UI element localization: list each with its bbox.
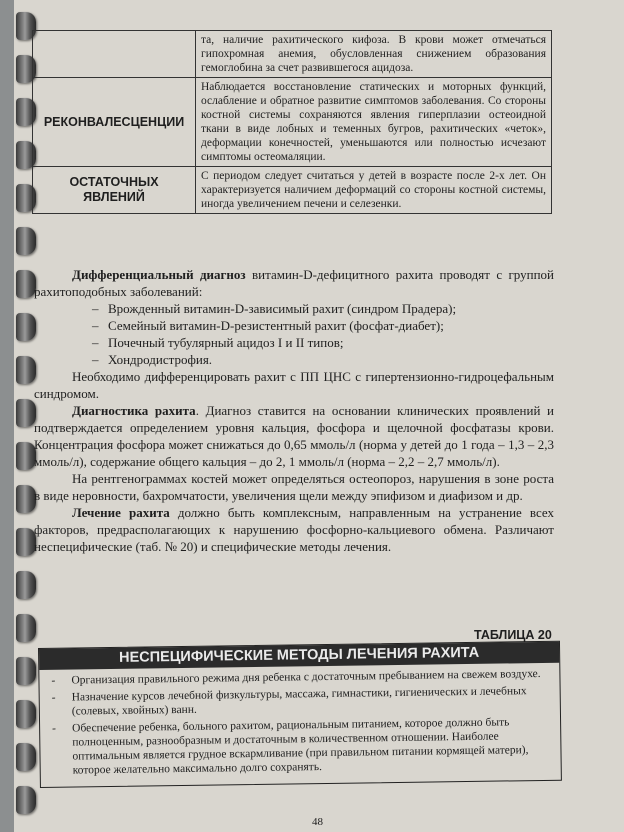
treatment-term: Лечение рахита [72, 505, 170, 520]
main-text [34, 266, 554, 555]
treatment-text: должно быть комплексным, направленным на устранение всех факторов, предрасполагающих к нарушению фосфорно-кальциевого обмена. Различают неспецифические (таб. № 20) и специфические методы лечения. [34, 505, 554, 554]
binding-ring [16, 270, 36, 298]
book-page [14, 0, 624, 832]
binding-ring [16, 700, 36, 728]
binding-ring [16, 657, 36, 685]
binding-ring [16, 571, 36, 599]
page-number: 48 [312, 816, 323, 828]
list-item-text: Семейный витамин-D-резистентный рахит (фосфат-диабет); [108, 318, 444, 333]
diagnostics-term: Диагностика рахита [72, 403, 196, 418]
list-item [34, 317, 554, 334]
row-header: ОСТАТОЧНЫХ ЯВЛЕНИЙ [33, 167, 196, 214]
diff-diagnosis-term: Дифференциальный диагноз [72, 267, 246, 282]
treatment-paragraph [34, 504, 554, 555]
table-20-title: НЕСПЕЦИФИЧЕСКИЕ МЕТОДЫ ЛЕЧЕНИЯ РАХИТА [39, 642, 559, 670]
binding-ring [16, 227, 36, 255]
dash-glyph: – [92, 318, 99, 333]
binding-ring [16, 743, 36, 771]
row-description: Наблюдается восстановление статических и моторных функций, ослабление и обратное развитие симптомов заболевания. Со стороны костной системы сохраняются явления гиперплазии остеоидной ткани в виде лобных и теменных бугров, рахитических «четок», деформации конечностей, уменьшаются или полностью исчезают симптомы остеомаляции. [196, 78, 552, 167]
table-row [33, 31, 552, 78]
list-item [48, 684, 552, 719]
diff-diagnosis-text: витамин-D-дефицитного рахита проводят с группой рахитоподобных заболеваний: [34, 267, 555, 299]
row-header [33, 31, 196, 78]
row-header: РЕКОНВАЛЕСЦЕНЦИИ [33, 78, 196, 167]
list-item-text: Врожденный витамин-D-зависимый рахит (синдром Прадера); [108, 301, 457, 316]
list-item [34, 334, 554, 351]
list-item-text: Назначение курсов лечебной физкультуры, массажа, гимнастики, гигиенических и лечебных (солевых, хвойных) ванн. [71, 685, 527, 718]
list-item-text: Организация правильного режима дня ребенка с достаточным пребыванием на свежем воздухе. [71, 667, 541, 687]
dash-glyph: – [92, 301, 99, 316]
binding-ring [16, 485, 36, 513]
dash-glyph: – [92, 352, 99, 367]
table-row [33, 167, 552, 214]
binding-ring [16, 313, 36, 341]
table-20-list [39, 663, 561, 787]
list-item-text: Почечный тубулярный ацидоз I и II типов; [108, 335, 344, 350]
list-item [48, 715, 553, 778]
binding-ring [16, 786, 36, 814]
binding-ring [16, 442, 36, 470]
table-20-label: ТАБЛИЦА 20 [474, 628, 552, 642]
binding-ring [16, 356, 36, 384]
binding-ring [16, 528, 36, 556]
row-description: С периодом следует считаться у детей в возрасте после 2-х лет. Он характеризуется наличием деформаций со стороны костной системы, иногда увеличением печени и селезенки. [196, 167, 552, 214]
dash-glyph: - [51, 691, 56, 704]
row-description: та, наличие рахитического кифоза. В крови может отмечаться гипохромная анемия, обусловленная снижением образования гемоглобина за счет развившегося ацидоза. [196, 31, 552, 78]
dash-glyph: - [52, 722, 57, 735]
table-row [33, 78, 552, 167]
diagnostics-paragraph [34, 402, 554, 470]
diff-diagnosis-paragraph [34, 266, 554, 300]
list-item [34, 300, 554, 317]
binding-ring [16, 614, 36, 642]
xray-paragraph: На рентгенограммах костей может определяться остеопороз, нарушения в зоне роста в виде неровности, бахромчатости, увеличения щели между эпифизом и диафизом и др. [34, 471, 554, 503]
diff-extra-paragraph: Необходимо дифференцировать рахит с ПП ЦНС с гипертензионно-гидроцефальным синдромом. [34, 369, 554, 401]
diagnostics-text: . Диагноз ставится на основании клинических проявлений и подтверждается определением уровня кальция, фосфора и щелочной фосфатазы крови. Концентрация фосфора может снижаться до 0,65 ммоль/л (норма у детей до 1 года – 1,3 – 2,3 ммоль/л), содержание общего кальция – до 2, 1 ммоль/л (норма – 2,2 – 2,7 ммоль/л). [34, 403, 554, 469]
list-item-text: Обеспечение ребенка, больного рахитом, рациональным питанием, которое должно быть полноценным, разнообразным и достаточным в количественном отношении. Наиболее оптимальным является грудное вскармливание (при правильном питании кормящей матери), которое желательно максимально долго сохранять. [72, 716, 529, 777]
dash-glyph: – [92, 335, 99, 350]
list-item [34, 351, 554, 368]
dash-glyph: - [51, 674, 56, 687]
binding-ring [16, 399, 36, 427]
list-item-text: Хондродистрофия. [108, 352, 213, 367]
table-20 [38, 641, 562, 788]
stages-table [32, 30, 552, 214]
